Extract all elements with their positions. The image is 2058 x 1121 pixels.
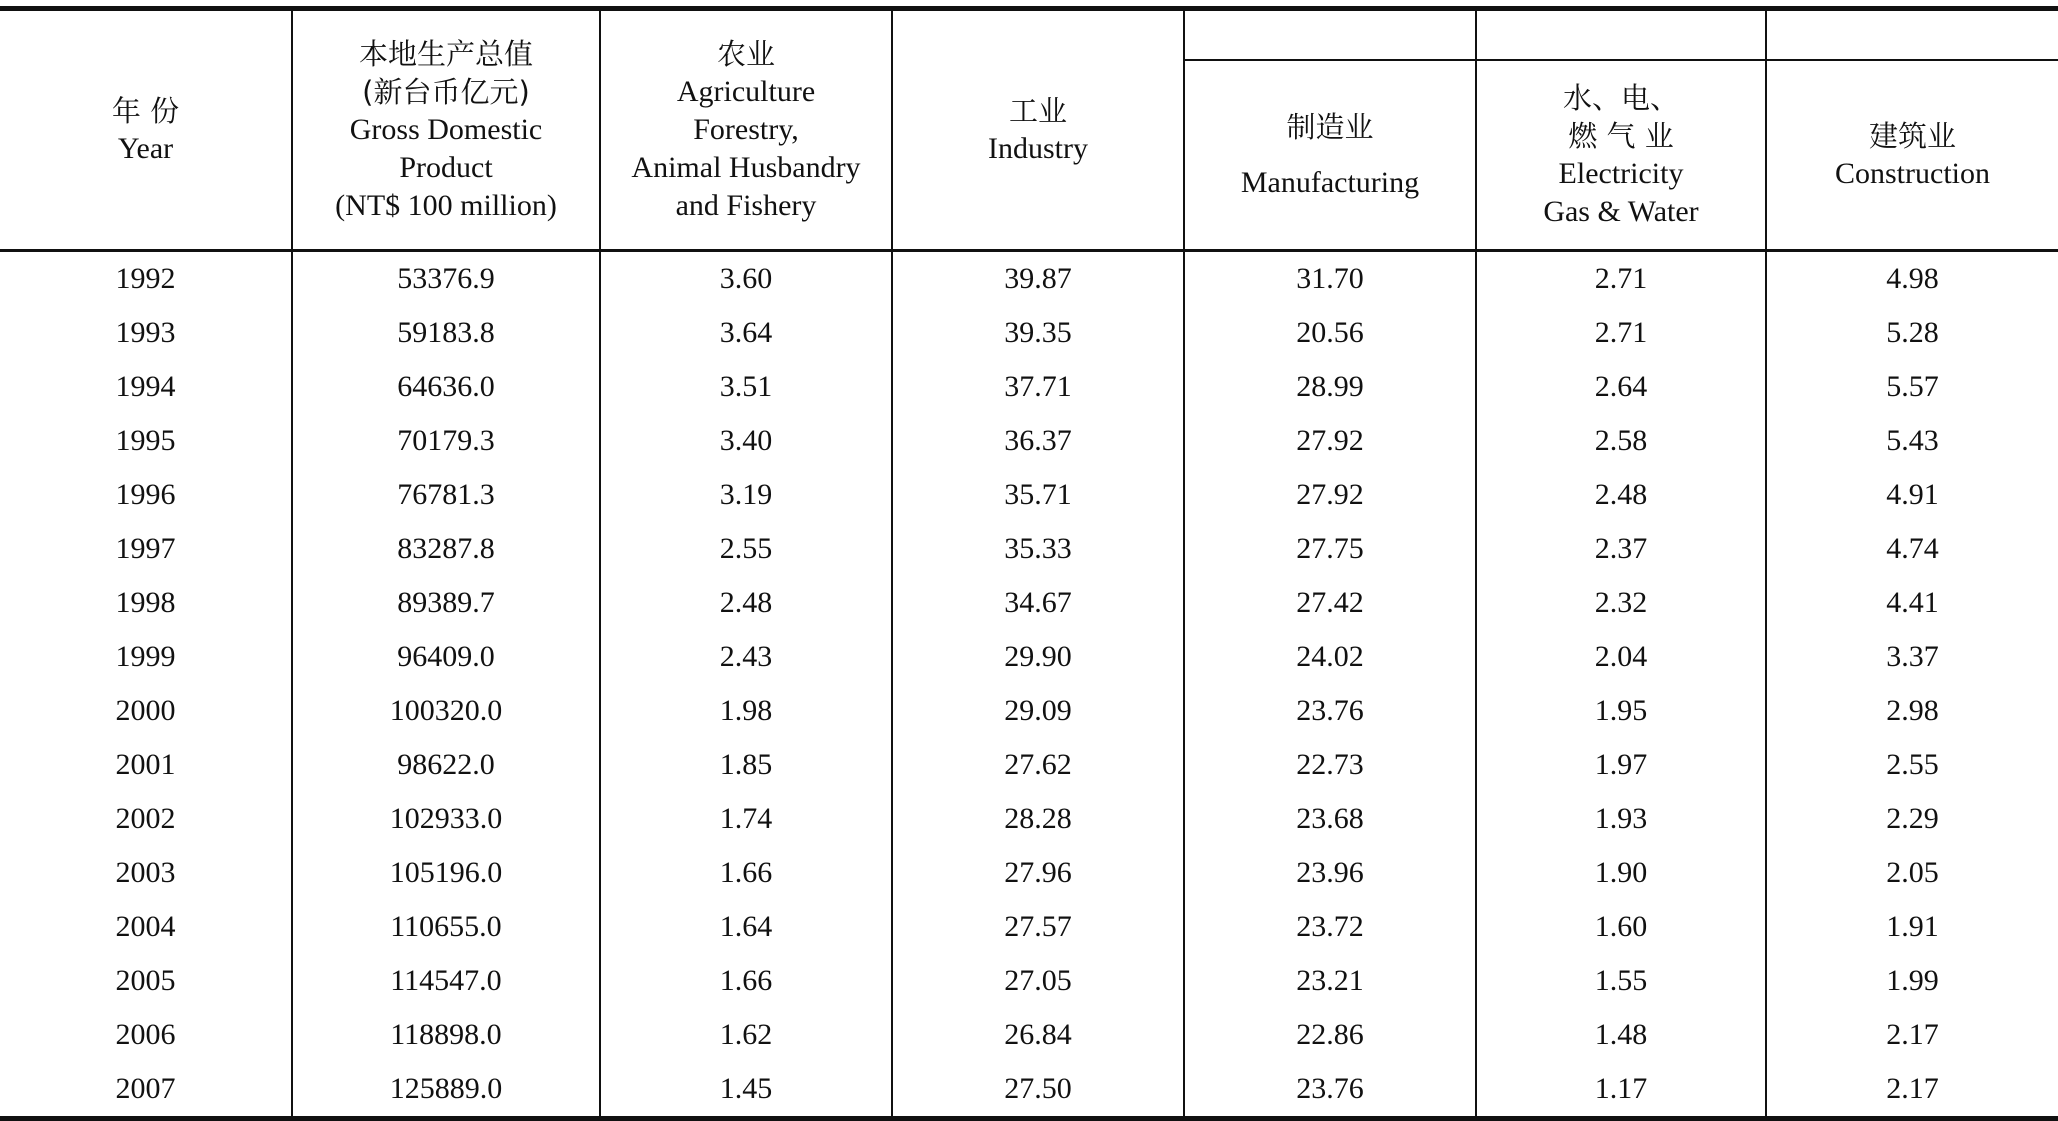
header-gdp [292, 9, 600, 251]
cell-construction: 5.28 [1766, 306, 2058, 360]
cell-agriculture: 3.19 [600, 468, 892, 522]
cell-year: 1994 [115, 370, 176, 403]
table-row [0, 360, 2058, 414]
header-utilities-en: Electricity [1558, 157, 1684, 190]
cell-gdp: 70179.3 [292, 414, 600, 468]
header-construction [1766, 9, 2058, 251]
table-row [0, 954, 2058, 1008]
cell-manufacturing: 22.73 [1184, 738, 1476, 792]
cell-gdp: 76781.3 [292, 468, 600, 522]
header-construction-zh: 建筑业 [1868, 119, 1956, 153]
cell-agriculture: 1.66 [600, 954, 892, 1008]
cell-utilities: 1.17 [1476, 1062, 1766, 1119]
cell-year: 1995 [115, 424, 176, 457]
cell-manufacturing: 27.42 [1184, 576, 1476, 630]
cell-manufacturing: 23.96 [1184, 846, 1476, 900]
cell-manufacturing: 27.75 [1184, 522, 1476, 576]
cell-agriculture: 1.64 [600, 900, 892, 954]
cell-manufacturing: 23.72 [1184, 900, 1476, 954]
cell-construction: 5.57 [1766, 360, 2058, 414]
table-row [0, 684, 2058, 738]
cell-utilities: 2.37 [1476, 522, 1766, 576]
cell-industry: 27.62 [892, 738, 1184, 792]
header-utilities-zh2: 燃 气 业 [1568, 119, 1674, 153]
cell-industry: 35.33 [892, 522, 1184, 576]
header-agriculture [600, 9, 892, 251]
cell-construction: 2.17 [1766, 1008, 2058, 1062]
cell-manufacturing: 24.02 [1184, 630, 1476, 684]
cell-gdp: 96409.0 [292, 630, 600, 684]
cell-industry: 27.05 [892, 954, 1184, 1008]
cell-agriculture: 3.51 [600, 360, 892, 414]
cell-industry: 39.35 [892, 306, 1184, 360]
table-row [0, 306, 2058, 360]
cell-utilities: 2.71 [1476, 251, 1766, 307]
header-utilities-zh: 水、电、 [1562, 81, 1679, 115]
table-row [0, 468, 2058, 522]
table-row [0, 251, 2058, 307]
cell-construction: 1.99 [1766, 954, 2058, 1008]
cell-industry: 27.96 [892, 846, 1184, 900]
header-gdp-en2: Product [399, 151, 493, 184]
cell-industry: 27.50 [892, 1062, 1184, 1119]
cell-agriculture: 1.74 [600, 792, 892, 846]
header-agriculture-en: Agriculture [676, 75, 816, 108]
cell-construction: 4.41 [1766, 576, 2058, 630]
cell-gdp: 105196.0 [292, 846, 600, 900]
cell-utilities: 2.71 [1476, 306, 1766, 360]
cell-year: 1999 [115, 640, 176, 673]
cell-year: 2000 [115, 694, 176, 727]
cell-year: 2004 [115, 910, 176, 943]
cell-manufacturing: 27.92 [1184, 468, 1476, 522]
cell-utilities: 1.60 [1476, 900, 1766, 954]
header-manufacturing-en: Manufacturing [1240, 166, 1420, 199]
cell-manufacturing: 22.86 [1184, 1008, 1476, 1062]
cell-year: 2003 [115, 856, 176, 889]
cell-gdp: 100320.0 [292, 684, 600, 738]
cell-manufacturing: 23.76 [1184, 1062, 1476, 1119]
cell-agriculture: 1.98 [600, 684, 892, 738]
cell-construction: 5.43 [1766, 414, 2058, 468]
header-gdp-zh-unit: (新台币亿元) [362, 75, 530, 109]
cell-construction: 2.55 [1766, 738, 2058, 792]
cell-manufacturing: 23.76 [1184, 684, 1476, 738]
cell-agriculture: 1.66 [600, 846, 892, 900]
cell-gdp: 114547.0 [292, 954, 600, 1008]
cell-agriculture: 3.40 [600, 414, 892, 468]
cell-agriculture: 3.60 [600, 251, 892, 307]
cell-manufacturing: 28.99 [1184, 360, 1476, 414]
cell-utilities: 1.95 [1476, 684, 1766, 738]
cell-industry: 34.67 [892, 576, 1184, 630]
header-gdp-en: Gross Domestic [349, 113, 543, 146]
cell-gdp: 125889.0 [292, 1062, 600, 1119]
cell-utilities: 2.64 [1476, 360, 1766, 414]
table-header [0, 9, 2058, 251]
cell-gdp: 64636.0 [292, 360, 600, 414]
header-year-zh: 年 份 [111, 94, 180, 128]
cell-manufacturing: 23.68 [1184, 792, 1476, 846]
cell-gdp: 102933.0 [292, 792, 600, 846]
cell-year: 2002 [115, 802, 176, 835]
header-gdp-en-unit: (NT$ 100 million) [335, 189, 557, 222]
cell-construction: 4.98 [1766, 251, 2058, 307]
cell-year: 2005 [115, 964, 176, 997]
cell-gdp: 59183.8 [292, 306, 600, 360]
header-utilities [1476, 9, 1766, 251]
table-row [0, 576, 2058, 630]
cell-utilities: 1.97 [1476, 738, 1766, 792]
table-body [0, 251, 2058, 1119]
header-gdp-zh: 本地生产总值 [358, 37, 533, 71]
cell-agriculture: 1.85 [600, 738, 892, 792]
cell-year: 2001 [115, 748, 176, 781]
cell-utilities: 2.32 [1476, 576, 1766, 630]
cell-manufacturing: 27.92 [1184, 414, 1476, 468]
cell-industry: 29.90 [892, 630, 1184, 684]
industry-subgroup-rule [1477, 59, 1765, 61]
cell-utilities: 2.48 [1476, 468, 1766, 522]
table-row [0, 792, 2058, 846]
cell-year: 1996 [115, 478, 176, 511]
cell-year: 2007 [0, 1062, 292, 1119]
cell-utilities: 1.93 [1476, 792, 1766, 846]
cell-utilities: 1.90 [1476, 846, 1766, 900]
cell-gdp: 110655.0 [292, 900, 600, 954]
header-industry-en: Industry [988, 132, 1088, 165]
cell-utilities: 1.48 [1476, 1008, 1766, 1062]
cell-agriculture: 1.62 [600, 1008, 892, 1062]
cell-manufacturing: 31.70 [1184, 251, 1476, 307]
cell-gdp: 89389.7 [292, 576, 600, 630]
cell-gdp: 98622.0 [292, 738, 600, 792]
cell-construction: 4.91 [1766, 468, 2058, 522]
industry-subgroup-rule [1185, 59, 1475, 61]
cell-manufacturing: 23.21 [1184, 954, 1476, 1008]
cell-agriculture: 2.48 [600, 576, 892, 630]
cell-construction: 4.74 [1766, 522, 2058, 576]
table-row [0, 522, 2058, 576]
cell-industry: 29.09 [892, 684, 1184, 738]
table-row [0, 1008, 2058, 1062]
cell-manufacturing: 20.56 [1184, 306, 1476, 360]
cell-agriculture: 3.64 [600, 306, 892, 360]
cell-construction: 3.37 [1766, 630, 2058, 684]
table-row [0, 1062, 2058, 1119]
cell-construction: 2.29 [1766, 792, 2058, 846]
cell-year: 1993 [115, 316, 176, 349]
header-manufacturing-zh: 制造业 [1286, 110, 1374, 144]
table-row [0, 630, 2058, 684]
table-row [0, 900, 2058, 954]
cell-utilities: 2.58 [1476, 414, 1766, 468]
header-construction-en: Construction [1835, 157, 1990, 190]
industry-subgroup-rule [1767, 59, 2058, 61]
header-row [0, 9, 2058, 251]
table-row [0, 738, 2058, 792]
cell-year: 1992 [115, 262, 176, 295]
cell-industry: 27.57 [892, 900, 1184, 954]
header-agriculture-zh: 农业 [716, 37, 775, 71]
cell-year: 1997 [115, 532, 176, 565]
cell-year: 1998 [115, 586, 176, 619]
gdp-structure-table [0, 6, 2058, 1121]
cell-agriculture: 2.43 [600, 630, 892, 684]
cell-gdp: 83287.8 [292, 522, 600, 576]
header-industry [892, 9, 1184, 251]
cell-construction: 2.98 [1766, 684, 2058, 738]
header-utilities-en2: Gas & Water [1543, 195, 1699, 228]
cell-construction: 2.17 [1766, 1062, 2058, 1119]
table-row [0, 414, 2058, 468]
header-manufacturing [1184, 9, 1476, 251]
cell-industry: 37.71 [892, 360, 1184, 414]
cell-agriculture: 2.55 [600, 522, 892, 576]
cell-industry: 26.84 [892, 1008, 1184, 1062]
header-industry-zh: 工业 [1008, 94, 1067, 128]
cell-industry: 36.37 [892, 414, 1184, 468]
cell-construction: 1.91 [1766, 900, 2058, 954]
header-agriculture-en2: Forestry, [693, 113, 799, 146]
cell-utilities: 1.55 [1476, 954, 1766, 1008]
cell-industry: 35.71 [892, 468, 1184, 522]
header-agriculture-en3: Animal Husbandry [631, 151, 861, 184]
header-year-en: Year [117, 132, 174, 165]
header-year [0, 9, 292, 251]
cell-gdp: 53376.9 [292, 251, 600, 307]
cell-year: 2006 [115, 1018, 176, 1051]
table-row [0, 846, 2058, 900]
cell-gdp: 118898.0 [292, 1008, 600, 1062]
cell-utilities: 2.04 [1476, 630, 1766, 684]
cell-industry: 39.87 [892, 251, 1184, 307]
cell-construction: 2.05 [1766, 846, 2058, 900]
cell-agriculture: 1.45 [600, 1062, 892, 1119]
cell-industry: 28.28 [892, 792, 1184, 846]
header-agriculture-en4: and Fishery [675, 189, 817, 222]
